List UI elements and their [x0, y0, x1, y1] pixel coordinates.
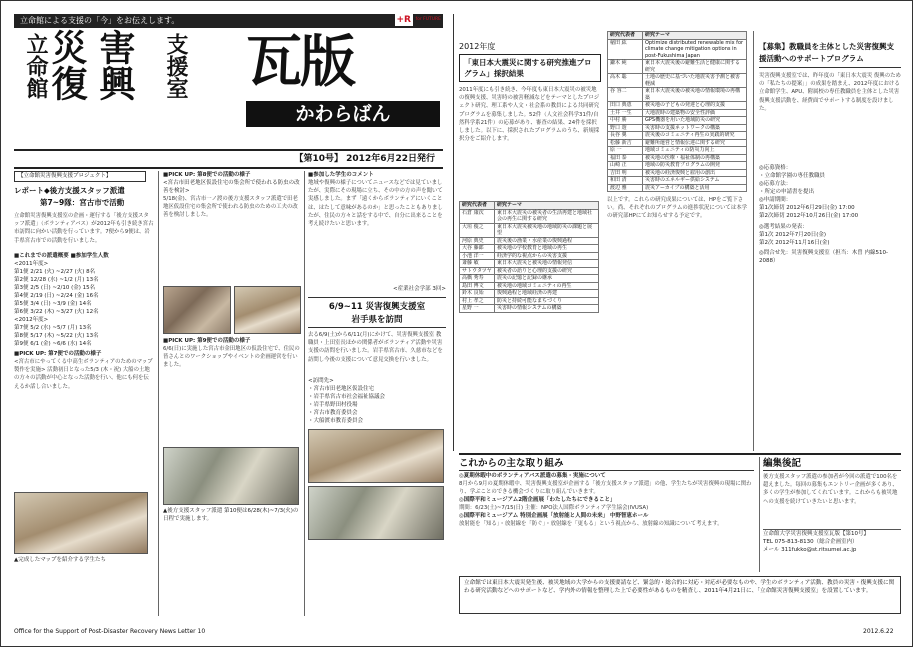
schedule-title: ◎選考結果の発表： — [759, 224, 808, 230]
visit-photo — [308, 429, 444, 483]
researcher-cell: 小池 洋一 — [460, 252, 495, 260]
logo-mark: +R — [396, 15, 411, 25]
researcher-cell: 長谷 翼 — [608, 132, 643, 140]
researcher-cell: 高橋 秀寿 — [460, 275, 495, 283]
researcher-cell: 田口 典恵 — [608, 102, 643, 110]
issue-text: 【第10号】 2012年6月22日発行 — [294, 154, 435, 164]
table-row — [608, 124, 747, 132]
theme-cell: 東日本大震災と被災地の情報発信 — [495, 260, 599, 268]
table-row — [460, 267, 599, 275]
researcher-cell: 斎藤 敏 — [460, 260, 495, 268]
research-title: 「東日本大震災に関する研究推進プログラム」採択結果 — [459, 54, 601, 82]
divider — [158, 171, 159, 616]
boshu-items — [759, 164, 901, 220]
workshop-photo — [234, 286, 302, 334]
theme-cell: 被災地の地域コミュニティの再生 — [495, 282, 599, 290]
visit-item: ・宮古市教育委員会 — [308, 410, 358, 416]
theme-cell: 被災地の経済復興と雇用の創出 — [643, 169, 747, 177]
theme-cell: 土地の歴史に基づいた地震災害予測と被害軽減 — [643, 74, 747, 88]
schedule-item: 第2次 2012年11月16日(金) — [759, 240, 830, 246]
divider — [304, 171, 305, 616]
theme-cell: 防災と持続可能なまちづくり — [495, 297, 599, 305]
theme-cell: 被災者の語りと心理的支援の研究 — [495, 267, 599, 275]
table-row — [608, 39, 747, 60]
footer-box — [459, 576, 901, 614]
researcher-cell: 星野 一 — [460, 305, 495, 313]
rows-2011 — [14, 268, 154, 316]
theme-cell: 復興過程と地域経済の再建 — [495, 290, 599, 298]
theme-cell: 被災地の学校教育と地域の再生 — [495, 245, 599, 253]
researcher-cell: 高木 聡 — [608, 74, 643, 88]
visit-item: ・宮古市田老地区仮設住宅 — [308, 386, 375, 392]
researcher-cell: 河原 典史 — [460, 237, 495, 245]
theme-cell: 被災地の子どもの発達と心理的支援 — [643, 102, 747, 110]
henshu-section — [763, 457, 901, 575]
theme-cell: 東日本大震災被災地の地域防災の課題と展望 — [495, 223, 599, 237]
theme-cell: 災害時のエネルギー供給システム — [643, 177, 747, 185]
comment-text: 地域や復興の様子についてニュースなどでは見ていましたが、実際にその現場に立ち、その中の方の声を聞いて実感しました。まず「遠くからボランティアにいくことは、はたして意味があるのか」と思ったこともありましたが、住民の方々と話をする中で、自分に出来ることを考え続けたいと思います。 — [308, 180, 443, 228]
table-header-cell: 研究代表者 — [460, 202, 495, 210]
researcher-cell: 島田 博文 — [460, 282, 495, 290]
map-photo — [14, 492, 148, 554]
visit-text: 去る6/9(土)から6/11(月)にかけて、災害復興支援室 教職員・上田室長ほかの関係者がボランティア活動や災害支援の訪問を行いました。岩手県宮古市、久慈市などを訪問し今後の支援について意見交換を行いました。 — [308, 332, 443, 363]
table-row — [460, 237, 599, 245]
photo-row — [163, 286, 301, 334]
table-row — [460, 209, 599, 223]
title-col-3: 害興 — [94, 29, 136, 101]
schedule-row: 第7便 5/2 (水) ~5/7 (月) 13名 — [14, 325, 92, 331]
theme-cell: 大地震時の建築物の安全性評価 — [643, 109, 747, 117]
boshu-item: 第2次締切 2012年10月26日(金) 17:00 — [759, 213, 859, 219]
researcher-cell: 稲田 紘 — [608, 39, 643, 60]
pickup8-text: 5/18(金)、宮古市一ノ渡の後方支援スタッフ派遣で田老地区仮設住宅の集会所で使われる防虫のための工夫の改善を検討しました。 — [163, 196, 298, 219]
researcher-cell: 中村 勝 — [608, 117, 643, 125]
theme-cell: 災害時の情報システムの構築 — [495, 305, 599, 313]
rows-2012 — [14, 324, 154, 348]
divider — [459, 453, 901, 455]
table-row — [608, 169, 747, 177]
boshu-item: 第1次締切 2012年6月29日(金) 17:00 — [759, 205, 855, 211]
page-footer-right: 2012.6.22 — [863, 628, 894, 635]
researcher-cell: 野口 遊 — [608, 124, 643, 132]
activity-photo — [163, 447, 299, 505]
table-row — [608, 117, 747, 125]
boshu-item: ◎申請期間： — [759, 197, 792, 203]
visit-item: ・岩手県宮古市社会福祉協議会 — [308, 394, 386, 400]
year-2012: <2012年度> — [14, 317, 49, 323]
theme-cell: 震災アーカイブの構築と活用 — [643, 184, 747, 192]
table-header-cell: 研究テーマ — [495, 202, 599, 210]
schedule-row: 第2便 12/28 (水) ~1/2 (月) 13名 — [14, 277, 99, 283]
table-row — [608, 139, 747, 147]
research-text: 2011年度にも引き続き、今年度も東日本大震災の被災地の復興支援、災害時の被害軽減などをテーマとしたプロジェクト研究、理工系や人文・社会系の教員による共同研究プログラムを募集しました。52件（人文社会科学31件/自然科学系21件）の応募があり、審査の結果、24件を採択しました。以下に、採択されたプログラムのうち、新規採択分をご紹介します。 — [459, 87, 600, 143]
table-row — [608, 109, 747, 117]
boshu-item: ◎応募資格： — [759, 165, 792, 171]
table-row — [460, 275, 599, 283]
center-divider — [453, 14, 454, 451]
pickup-title: ■PICK UP: 第7便での活動の様子 — [14, 351, 102, 357]
boshu-text: 災害復興支援室では、昨年度の「東日本大震災 復興のための「私たちの提案」」の成果を踏まえ、2012年度における立命館学生、APU、附属校の専任教職員を主体とした災害復興支援活動を、経費面でサポートする制度を設けました。 — [759, 73, 901, 112]
footer-box-text: 立命館では東日本大震災発生後、被災地域の大学からの支援要請など、緊急的・総合的に対応・対応が必要なものや、学生のボランティア活動、教員の災害・復興支援に関わる研究活動などへのサポートなど、学内外の情報を整理した上で必要性があるものを精査し、2011年4月21日に、「立命館災害復興支援室」を設置しています。 — [464, 580, 895, 594]
researcher-cell: 大谷 藤郎 — [460, 245, 495, 253]
henshu-contact: 立命館大学災害復興支援室瓦版【第10号】 — [763, 529, 901, 538]
researcher-cell: 鎌木 純 — [608, 60, 643, 74]
visit-list-title: <訪問先> — [308, 378, 334, 384]
divider — [753, 31, 754, 451]
researcher-cell: 谷 容二 — [608, 88, 643, 102]
theme-cell: 地域コミュニティの防災力向上 — [643, 147, 747, 155]
researcher-cell: 大垣 俊之 — [460, 223, 495, 237]
schedule-row: 第9便 6/1 (金) ~6/6 (水) 14名 — [14, 341, 92, 347]
pickup8-sub: <宮古市田老地区仮設住宅の集会所で使われる防虫の改善を検討> — [163, 180, 300, 194]
boshu-title: 【募集】教職員を主体とした災害復興支援活動へのサポートプログラム — [759, 41, 901, 68]
research-table-1 — [459, 201, 599, 313]
bottom-item: 期間：6/23(土)~7/15(日) 主催：NPO法人国際ボランティア学生協会(IVUSA) — [459, 505, 649, 511]
col1 — [14, 171, 154, 616]
bottom-item: 8月から9月の夏期休暇中、災害復興支援室が企画する「後方支援スタッフ派遣」の他、学生たちが災害復興の現場に関わり、学ぶことのできる機会づくりに取り組んでいきます。 — [459, 481, 752, 496]
comment-sign: <産業社会学部 3回> — [393, 286, 446, 292]
table-header-cell: 研究テーマ — [643, 32, 747, 40]
schedule-row: 第5便 3/4 (日) ~3/9 (金) 14名 — [14, 301, 92, 307]
researcher-cell: 鈴木 良始 — [460, 290, 495, 298]
issue-bar — [14, 149, 443, 169]
table-row — [460, 290, 599, 298]
map-photo-caption: ▲完成したマップを紹介する学生たち — [14, 557, 107, 563]
research-year: 2012年度 — [459, 42, 496, 51]
divider — [759, 457, 760, 572]
bottom-section — [459, 457, 754, 572]
boshu-item: ・立命館学園の専任教職員 — [759, 173, 826, 179]
henshu-mail: メール 311fukko@st.ritsumei.ac.jp — [763, 547, 857, 553]
topline-text: 立命館による支援の「今」をお伝えします。 — [20, 16, 180, 25]
visit-list — [308, 385, 446, 425]
masthead — [14, 31, 444, 149]
activity-caption: ▲後方支援スタッフ派遣 第10便は6/28(木)~7/3(火)の日程で実施します。 — [163, 508, 299, 522]
theme-cell: GPS機器を用いた地域防災の研究 — [643, 117, 747, 125]
theme-cell: 震災の記憶と記録の継承 — [495, 275, 599, 283]
researcher-cell: 渡辺 雅 — [608, 184, 643, 192]
bottom-item: ◎国際平和ミュージアム 特別企画展「放射能と人間の未来」 中野智恵ホール — [459, 513, 649, 520]
researcher-cell: サトウタツヤ — [460, 267, 495, 275]
col6 — [759, 41, 901, 451]
research-footer: 以上です。これらの研究成果については、HPをご覧下さい。尚、それぞれのプログラムの進捗状況については本学の研究部HPにてお知らせする予定です。 — [607, 197, 747, 220]
table-header-cell: 研究代表者 — [608, 32, 643, 40]
researcher-cell: 原 一 — [608, 147, 643, 155]
researcher-cell: 福田 泰 — [608, 154, 643, 162]
table-row — [608, 162, 747, 170]
report-title: レポート◆後方支援スタッフ派遣 — [14, 186, 125, 195]
report-sub: 第7~9隊：宮古市で活動 — [40, 198, 125, 207]
pickup-text: <宮古市にやってくる中高生ボランティアのためのマップ製作を実施> 活動初日となった5/3 (木・祝) 大船の土地の方々の活動が中心となった活動を行い、他にも何を伝えるか話し合いました。 — [14, 359, 153, 390]
year-2011: <2011年度> — [14, 261, 49, 267]
theme-cell: 東日本大震災後の被災地の情報環境の再構築 — [643, 88, 747, 102]
theme-cell: 東日本大震災の被災者の生活再建と地域社会の再生に関する研究 — [495, 209, 599, 223]
table-row — [608, 177, 747, 185]
title-big: 瓦版 — [246, 29, 354, 95]
project-tag: 【立命館災害復興支援プロジェクト】 — [14, 171, 146, 182]
researcher-cell: 吉田 明 — [608, 169, 643, 177]
schedule-title: ■これまでの派遣概要 ■参加学生人数 — [14, 253, 109, 259]
visit-sub: 岩手県を訪問 — [308, 314, 446, 328]
bottom-item: 放射能を「知る」・放射線を「防ぐ」・放射線を「更もる」という視点から、放射線の知識について考えます。 — [459, 521, 723, 528]
research-table-2 — [607, 31, 747, 192]
col2 — [163, 171, 301, 616]
intro-text: 立命館災害復興支援室の企画・運行する「後方支援スタッフ派遣」（ボランティアバス）が2012年も引き続き宮古市訪問に向かい活動を行っています。7便から9便は、岩手県宮古市での活動を行いました。 — [14, 213, 154, 244]
table-row — [460, 252, 599, 260]
researcher-cell: 和田 清 — [608, 177, 643, 185]
comment-title: ■参加した学生のコメント — [308, 172, 374, 178]
col3 — [308, 171, 446, 616]
schedule-row: 第1便 2/21 (火) ~2/27 (火) 8名 — [14, 269, 96, 275]
schedule-item: 第1次 2012年7月20日(金) — [759, 232, 827, 238]
theme-cell: Optimize distributed renewable mix for climate change mitigation options in post-Fukushima Japan — [643, 39, 747, 60]
table-row — [608, 147, 747, 155]
researcher-cell: 土井 一生 — [608, 109, 643, 117]
table-row — [460, 223, 599, 237]
bottom-item: ◎国際平和ミュージアム2階企画展「わたしたちにできること」 — [459, 497, 616, 503]
theme-cell: 震災後の漁業・水産業の復興過程 — [495, 237, 599, 245]
title-kana-box: かわらばん — [246, 101, 440, 127]
theme-cell: 経済学的な視点からの災害支援 — [495, 252, 599, 260]
contact-text: ◎問合せ先：災害復興支援室（担当：木曽 内線510-2088） — [759, 250, 889, 264]
visit-item: ・大船渡市教育委員会 — [308, 418, 364, 424]
boshu-item: ・所定の申請書を提出 — [759, 189, 815, 195]
col5 — [607, 31, 747, 451]
researcher-cell: 村上 孝之 — [460, 297, 495, 305]
table-row — [608, 154, 747, 162]
table-row — [460, 297, 599, 305]
pickup8-title: ■PICK UP: 第8便での活動の様子 — [163, 172, 251, 178]
logo-sub: for FUTURE — [415, 17, 441, 22]
table-row — [608, 132, 747, 140]
workshop-photo — [163, 286, 231, 334]
bottom-item: ◎夏期休暇中のボランティアバス派遣の募集・実施について — [459, 473, 606, 479]
researcher-cell: 松藤 新吉 — [608, 139, 643, 147]
schedule-row: 第6便 3/22 (木) ~3/27 (火) 12名 — [14, 309, 99, 315]
table-header-row — [608, 32, 747, 40]
table-row — [608, 74, 747, 88]
visit-item: ・岩手県野田村役場 — [308, 402, 358, 408]
henshu-text: 後方支援スタッフ派遣の参加者が今回の派遣で100名を超えました。毎回の募集もエントリー企画が多くあり、多くの学生が参加してくれています。これからも被災地への支援を続けていきたいと思います。 — [763, 474, 898, 505]
pickup9-title: ■PICK UP: 第9便での活動の様子 — [163, 338, 251, 344]
table-row — [460, 282, 599, 290]
col4 — [459, 41, 601, 451]
title-col-4: 支援室 — [163, 33, 189, 99]
pickup9-text: 6/6(日)に実施した宮古市金田地区の仮設住宅で、住民の皆さんとのワークショップやイベントの企画運営を行いました。 — [163, 346, 300, 369]
henshu-tel: TEL 075-813-8130（総合企画室内） — [763, 539, 858, 545]
visit-photo — [308, 486, 444, 540]
table-row — [608, 88, 747, 102]
title-col-1: 立命館 — [23, 33, 49, 99]
theme-cell: 被災地の医療・福祉体制の再構築 — [643, 154, 747, 162]
table-header-row — [460, 202, 599, 210]
visit-title: 6/9~11 災害復興支援室 — [308, 297, 446, 314]
table-row — [608, 60, 747, 74]
table-row — [608, 184, 747, 192]
top-strip — [14, 14, 443, 28]
theme-cell: 避難所運営と情報伝達に関する研究 — [643, 139, 747, 147]
researcher-cell: 山崎 正 — [608, 162, 643, 170]
page-footer-left: Office for the Support of Post-Disaster Recovery News Letter 10 — [14, 628, 206, 635]
table-row — [460, 260, 599, 268]
theme-cell: 災害時の支援ネットワークの構築 — [643, 124, 747, 132]
schedule-row: 第4便 2/19 (日) ~2/24 (金) 16名 — [14, 293, 99, 299]
table-row — [608, 102, 747, 110]
table-row — [460, 245, 599, 253]
title-col-2: 災復 — [46, 29, 88, 101]
boshu-item: ◎応募方法： — [759, 181, 792, 187]
schedule-row: 第8便 5/17 (木) ~5/22 (火) 13名 — [14, 333, 99, 339]
table-row — [460, 305, 599, 313]
theme-cell: 東日本大震災後の避難生活と健康に関する研究 — [643, 60, 747, 74]
theme-cell: 震災後のコミュニティ再生の実践的研究 — [643, 132, 747, 140]
researcher-cell: 石倉 康次 — [460, 209, 495, 223]
henshu-title: 編集後記 — [763, 457, 901, 471]
bottom-title: これからの主な取り組み — [459, 457, 754, 471]
schedule-row: 第3便 2/5 (日) ~2/10 (金) 15名 — [14, 285, 96, 291]
theme-cell: 地域の防災教育プログラムの開発 — [643, 162, 747, 170]
